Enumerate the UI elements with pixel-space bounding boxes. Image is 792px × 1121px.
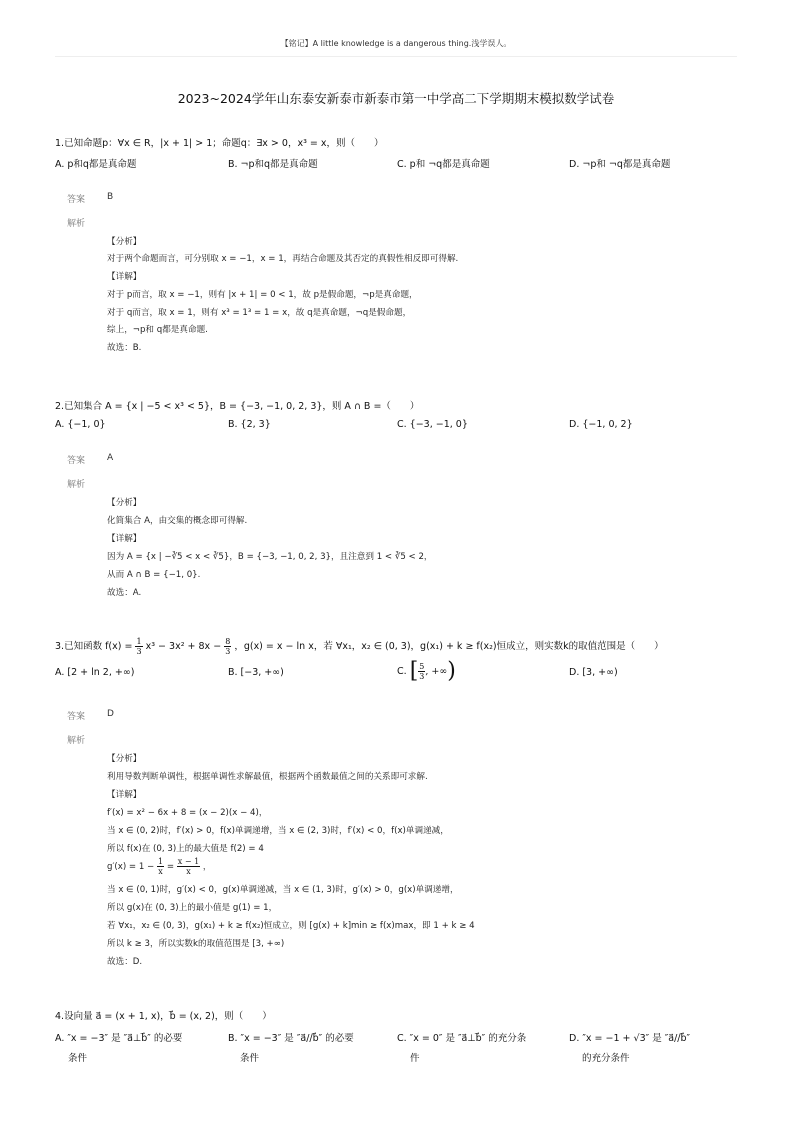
fraction: $\frac{5}{3}$ (419, 662, 425, 681)
fraction: $\frac{1}{x}$ (158, 857, 164, 876)
question-3-line: 利用导数判断单调性，根据单调性求解最值，根据两个函数最值之间的关系即可求解. (107, 772, 428, 782)
question-2-option-c: C. {−3, −1, 0} (397, 419, 468, 430)
question-1-stem: 1.已知命题p：∀x ∈ R，|x + 1| > 1；命题q：∃x > 0，x³ = x，则（ ） (55, 138, 384, 149)
question-1-line: 对于两个命题而言，可分别取 x = −1，x = 1，再结合命题及其否定的真假性相反即可得解. (107, 254, 459, 264)
question-3-option-d: D. [3, +∞) (569, 667, 618, 678)
question-4-option-b: B. ″x = −3″ 是 ″a⃗//b⃗″ 的必要 (228, 1033, 354, 1044)
question-1-option-b: B. ¬p和q都是真命题 (228, 159, 318, 170)
question-1-option-a: A. p和q都是真命题 (55, 159, 137, 170)
question-3-line: 故选：D. (107, 957, 143, 967)
question-3-option-b: B. [−3, +∞) (228, 667, 284, 678)
question-4-option-d-cont: 的充分条件 (582, 1053, 630, 1064)
fraction: $\frac{x - 1}{x}$ (177, 857, 200, 876)
header-divider (55, 56, 737, 57)
question-4-option-c: C. ″x = 0″ 是 ″a⃗⊥b⃗″ 的充分条 (397, 1033, 527, 1044)
question-3-line: 【分析】 (107, 754, 142, 764)
question-3-answer-label: 答案 (67, 712, 86, 722)
question-2-answer: A (107, 453, 114, 463)
question-1-line: 故选：B. (107, 343, 142, 353)
question-2-answer-label: 答案 (67, 456, 86, 466)
question-3-option-a: A. [2 + ln 2, +∞) (55, 667, 135, 678)
question-2-line: 【详解】 (107, 534, 142, 544)
question-3-option-c: C. [ $\frac{5}{3}$ , +∞) (397, 658, 456, 684)
question-1-line: 对于 q而言，取 x = 1，则有 x³ = 1³ = 1 = x，故 q是真命题，¬q是假命题， (107, 308, 412, 318)
question-1-line: 综上，¬p和 q都是真命题. (107, 325, 208, 335)
question-3-analysis-label: 解析 (67, 736, 86, 746)
question-2-line: 因为 A = {x | −∛5 < x < ∛5}，B = {−3, −1, 0, 2, 3}，且注意到 1 < ∛5 < 2， (107, 552, 433, 562)
question-2-line: 故选：A. (107, 588, 142, 598)
question-4-option-b-cont: 条件 (240, 1053, 260, 1064)
fraction: $\frac{1}{3}$ (136, 637, 142, 656)
question-2-line: 【分析】 (107, 498, 142, 508)
question-1-option-d: D. ¬p和 ¬q都是真命题 (569, 159, 671, 170)
question-3-line: g′(x) = 1 − $\frac{1}{x}$ = $\frac{x - 1}{x}$ ， (107, 857, 212, 876)
question-3-stem: 3.已知函数 f(x) = $\frac{1}{3}$ x³ − 3x² + 8x − $\frac{8}{3}$ ，g(x) = x − ln x，若 ∀x₁，x₂ ∈ (0, 3)，g(x₁) + k ≥ f(x₂)恒成立，则实数k的取值范围是（ ） (55, 637, 664, 656)
question-1-line: 【分析】 (107, 237, 142, 247)
question-1-line: 【详解】 (107, 272, 142, 282)
question-2-stem: 2.已知集合 A = {x | −5 < x³ < 5}，B = {−3, −1, 0, 2, 3}，则 A ∩ B =（ ） (55, 401, 420, 412)
question-2-line: 化简集合 A，由交集的概念即可得解. (107, 516, 248, 526)
question-3-line: 当 x ∈ (0, 2)时，f′(x) > 0，f(x)单调递增，当 x ∈ (2, 3)时，f′(x) < 0，f(x)单调递减， (107, 826, 449, 836)
question-3-line: 【详解】 (107, 790, 142, 800)
question-4-option-c-cont: 件 (410, 1053, 420, 1064)
header-motto: 【铭记】A little knowledge is a dangerous thing.浅学误人。 (280, 39, 512, 48)
question-3-line: 所以 k ≥ 3，所以实数k的取值范围是 [3, +∞) (107, 939, 285, 949)
question-2-line: 从而 A ∩ B = {−1, 0}. (107, 570, 201, 580)
question-3-answer: D (107, 709, 114, 719)
page-title: 2023~2024学年山东泰安新泰市新泰市第一中学高二下学期期末模拟数学试卷 (177, 91, 615, 106)
question-1-answer: B (107, 192, 114, 202)
question-4-stem: 4.设向量 a⃗ = (x + 1, x)，b⃗ = (x, 2)，则（ ） (55, 1011, 272, 1022)
question-4-option-d: D. ″x = −1 + √3″ 是 ″a⃗//b⃗″ (569, 1033, 691, 1044)
question-3-line: 当 x ∈ (0, 1)时，g′(x) < 0，g(x)单调递减，当 x ∈ (1, 3)时，g′(x) > 0，g(x)单调递增， (107, 885, 459, 895)
question-2-option-d: D. {−1, 0, 2} (569, 419, 633, 430)
question-2-analysis-label: 解析 (67, 480, 86, 490)
fraction: $\frac{8}{3}$ (225, 637, 231, 656)
question-3-line: 所以 f(x)在 (0, 3)上的最大值是 f(2) = 4 (107, 844, 264, 854)
question-1-line: 对于 p而言，取 x = −1，则有 |x + 1| = 0 < 1，故 p是假命题，¬p是真命题， (107, 290, 418, 300)
question-1-option-c: C. p和 ¬q都是真命题 (397, 159, 490, 170)
question-4-option-a-cont: 条件 (68, 1053, 88, 1064)
question-1-answer-label: 答案 (67, 195, 86, 205)
question-2-option-a: A. {−1, 0} (55, 419, 106, 430)
question-1-analysis-label: 解析 (67, 219, 86, 229)
question-3-line: 若 ∀x₁，x₂ ∈ (0, 3)，g(x₁) + k ≥ f(x₂)恒成立，则 [g(x) + k]min ≥ f(x)max，即 1 + k ≥ 4 (107, 921, 475, 931)
question-3-line: f′(x) = x² − 6x + 8 = (x − 2)(x − 4)， (107, 808, 268, 818)
question-4-option-a: A. ″x = −3″ 是 ″a⃗⊥b⃗″ 的必要 (55, 1033, 183, 1044)
question-3-line: 所以 g(x)在 (0, 3)上的最小值是 g(1) = 1， (107, 903, 278, 913)
question-2-option-b: B. {2, 3} (228, 419, 271, 430)
